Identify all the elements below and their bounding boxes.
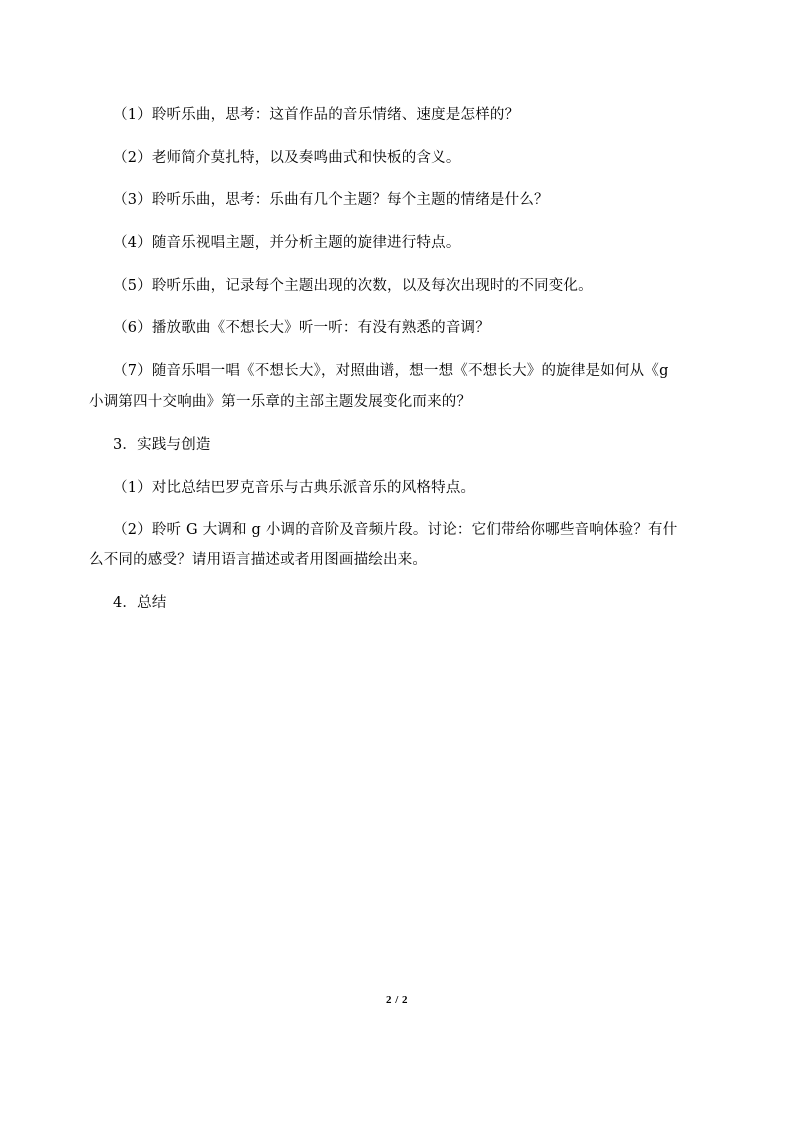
list-item-5: （5）聆听乐曲，记录每个主题出现的次数，以及每次出现时的不同变化。 <box>113 278 593 294</box>
list-item-6: （6）播放歌曲《不想长大》听一听：有没有熟悉的音调？ <box>113 320 490 336</box>
list-item-1: （1）聆听乐曲，思考：这首作品的音乐情绪、速度是怎样的？ <box>113 107 520 123</box>
list-item-2: （2）老师简介莫扎特，以及奏鸣曲式和快板的含义。 <box>113 150 461 166</box>
list-item-4: （4）随音乐视唱主题，并分析主题的旋律进行特点。 <box>113 235 461 251</box>
list-item-7: （7）随音乐唱一唱《不想长大》，对照曲谱，想一想《不想长大》的旋律是如何从《g <box>113 363 669 379</box>
section-4-heading: 4．总结 <box>113 595 167 611</box>
section-3-item-2-continued: 么不同的感受？请用语言描述或者用图画描绘出来。 <box>89 552 428 568</box>
page-number: 2 / 2 <box>385 994 409 1006</box>
section-3-item-2: （2）聆听 G 大调和 g 小调的音阶及音频片段。讨论：它们带给你哪些音响体验？有什 <box>113 522 678 538</box>
section-3-item-1: （1）对比总结巴罗克音乐与古典乐派音乐的风格特点。 <box>113 480 476 496</box>
list-item-7-continued: 小调第四十交响曲》第一乐章的主部主题发展变化而来的？ <box>89 394 472 410</box>
section-3-heading: 3．实践与创造 <box>113 437 211 453</box>
list-item-3: （3）聆听乐曲，思考：乐曲有几个主题？每个主题的情绪是什么？ <box>113 192 549 208</box>
